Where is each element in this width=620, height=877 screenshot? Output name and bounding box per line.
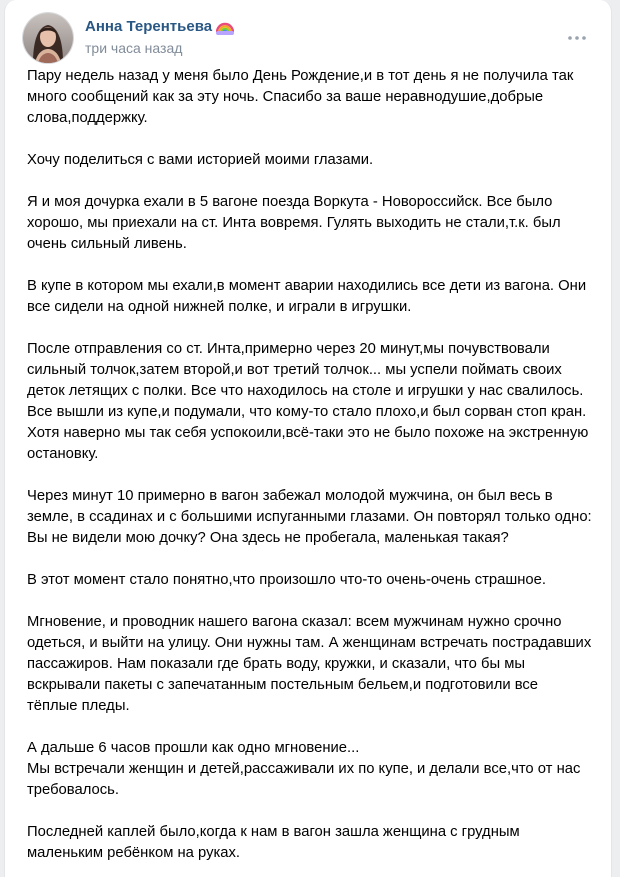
text-line: тёплые пледы. [27, 698, 130, 714]
post-paragraph [27, 66, 599, 129]
post-paragraph [27, 192, 599, 255]
post-paragraph [27, 570, 599, 591]
text-line: хорошо, мы приехали на ст. Инта вовремя. Гулять выходить не стали,т.к. был [27, 215, 561, 231]
post-paragraph [27, 612, 599, 717]
post-header [85, 18, 234, 36]
post-text [27, 66, 599, 864]
avatar-photo [23, 13, 73, 63]
text-line: Последней каплей было,когда к нам в вагон зашла женщина с грудным [27, 824, 520, 840]
post-time[interactable]: три часа назад [85, 40, 183, 56]
text-line: много сообщений как за эту ночь. Спасибо за ваше неравнодушие,добрые [27, 89, 544, 105]
text-line: Пару недель назад у меня было День Рождение,и в тот день я не получила так [27, 68, 574, 84]
post-paragraph [27, 339, 599, 465]
text-line: Мы встречали женщин и детей,рассаживали их по купе, и делали все,что от нас [27, 761, 581, 777]
text-line: Хочу поделиться с вами историей моими глазами. [27, 152, 374, 168]
post-paragraph [27, 738, 599, 801]
text-line: В этот момент стало понятно,что произошло что-то очень-очень страшное. [27, 572, 546, 588]
avatar[interactable] [23, 13, 73, 63]
rainbow-emoji-icon [216, 19, 234, 35]
post-paragraph [27, 276, 599, 318]
text-line: маленьким ребёнком на руках. [27, 845, 241, 861]
text-line: одеться, и выйти на улицу. Они нужны там. А женщинам встречать пострадавших [27, 635, 592, 651]
text-line: После отправления со ст. Инта,примерно через 20 минут,мы почувствовали [27, 341, 550, 357]
text-line: пассажиров. Нам показали где брать воду, кружки, и сказали, что бы мы [27, 656, 526, 672]
text-line: Вы не видели мою дочку? Она здесь не пробегала, маленькая такая? [27, 530, 509, 546]
text-line: требовалось. [27, 782, 119, 798]
post-paragraph [27, 150, 599, 171]
text-line: А дальше 6 часов прошли как одно мгновение... [27, 740, 360, 756]
text-line: Мгновение, и проводник нашего вагона сказал: всем мужчинам нужно срочно [27, 614, 562, 630]
text-line: земле, в ссадинах и с большими испуганными глазами. Он повторял только одно: [27, 509, 592, 525]
text-line: вскрывали пакеты с запечатанным постельным бельем,и подготовили все [27, 677, 539, 693]
text-line: Все вышли из купе,и подумали, что кому-то стало плохо,и был сорван стоп кран. [27, 404, 587, 420]
text-line: сильный толчок,затем второй,и вот третий толчок... мы успели поймать своих [27, 362, 562, 378]
author-name[interactable]: Анна Терентьева [85, 18, 213, 35]
text-line: Я и моя дочурка ехали в 5 вагоне поезда Воркута - Новороссийск. Все было [27, 194, 553, 210]
text-line: В купе в котором мы ехали,в момент аварии находились все дети из вагона. Они [27, 278, 587, 294]
text-line: все сидели на одной нижней полке, и играли в игрушки. [27, 299, 412, 315]
post-card [4, 0, 612, 877]
text-line: слова,поддержку. [27, 110, 148, 126]
text-line: Хотя наверно мы так себя успокоили,всё-таки это не было похоже на экстренную [27, 425, 589, 441]
text-line: остановку. [27, 446, 99, 462]
post-paragraph [27, 486, 599, 549]
text-line: Через минут 10 примерно в вагон забежал молодой мужчина, он был весь в [27, 488, 553, 504]
post-paragraph [27, 822, 599, 864]
text-line: очень сильный ливень. [27, 236, 187, 252]
more-horizontal-icon[interactable] [565, 28, 589, 48]
text-line: деток летящих с полки. Все что находилось на столе и игрушки у нас свалилось. [27, 383, 584, 399]
